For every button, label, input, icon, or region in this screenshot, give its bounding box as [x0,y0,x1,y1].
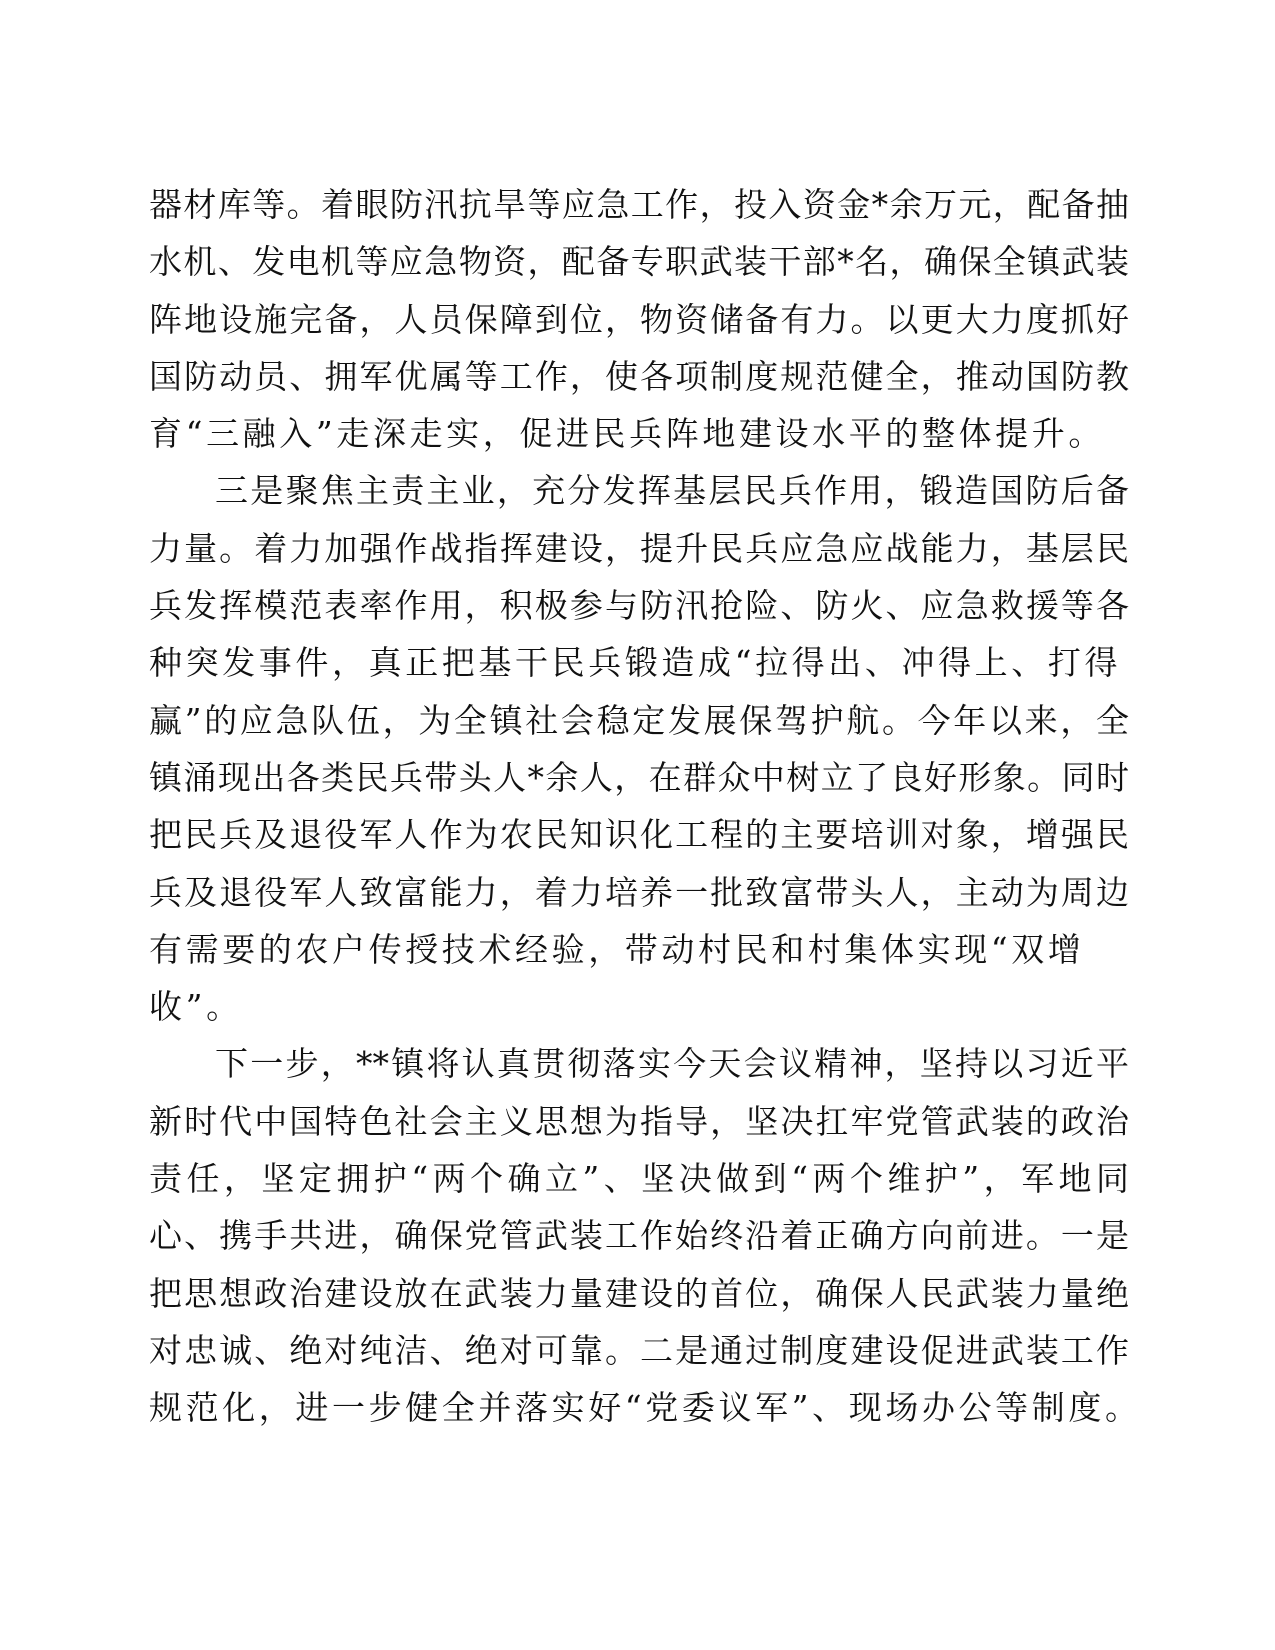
text-line: 心、携手共进，确保党管武装工作始终沿着正确方向前进。一是 [149,1216,1129,1256]
text-line: 力量。着力加强作战指挥建设，提升民兵应急应战能力，基层民 [149,528,1129,568]
text-line: 兵及退役军人致富能力，着力培养一批致富带头人，主动为周边 [149,872,1129,912]
text-line: 国防动员、拥军优属等工作，使各项制度规范健全，推动国防教 [149,356,1129,396]
text-line: 收”。 [149,987,243,1027]
text-line: 镇涌现出各类民兵带头人*余人，在群众中树立了良好形象。同时 [149,757,1129,797]
text-line: 育“三融入”走深走实，促进民兵阵地建设水平的整体提升。 [149,414,1105,454]
text-line: 下一步，**镇将认真贯彻落实今天会议精神，坚持以习近平 [215,1044,1129,1084]
paragraph-1 [149,176,1129,462]
text-line: 有需要的农户传授技术经验，带动村民和村集体实现“双增 [149,929,1085,969]
text-line: 三是聚焦主责主业，充分发挥基层民兵作用，锻造国防后备 [215,471,1129,511]
text-line: 兵发挥模范表率作用，积极参与防汛抢险、防火、应急救援等各 [149,586,1129,626]
text-line: 规范化，进一步健全并落实好“党委议军”、现场办公等制度。 [149,1388,1142,1428]
text-line: 水机、发电机等应急物资，配备专职武装干部*名，确保全镇武装 [149,242,1129,282]
text-line: 赢”的应急队伍，为全镇社会稳定发展保驾护航。今年以来，全 [149,700,1129,740]
text-line: 责任，坚定拥护“两个确立”、坚决做到“两个维护”，军地同 [149,1159,1129,1199]
text-line: 种突发事件，真正把基干民兵锻造成“拉得出、冲得上、打得 [149,643,1122,683]
paragraph-2 [149,462,1129,1035]
text-line: 对忠诚、绝对纯洁、绝对可靠。二是通过制度建设促进武装工作 [149,1330,1129,1370]
paragraph-3 [149,1035,1142,1436]
text-line: 新时代中国特色社会主义思想为指导，坚决扛牢党管武装的政治 [149,1101,1129,1141]
text-line: 阵地设施完备，人员保障到位，物资储备有力。以更大力度抓好 [149,299,1129,339]
text-line: 把思想政治建设放在武装力量建设的首位，确保人民武装力量绝 [149,1273,1129,1313]
text-line: 器材库等。着眼防汛抗旱等应急工作，投入资金*余万元，配备抽 [149,185,1129,224]
text-line: 把民兵及退役军人作为农民知识化工程的主要培训对象，增强民 [149,815,1129,855]
document-body [149,176,1142,1437]
